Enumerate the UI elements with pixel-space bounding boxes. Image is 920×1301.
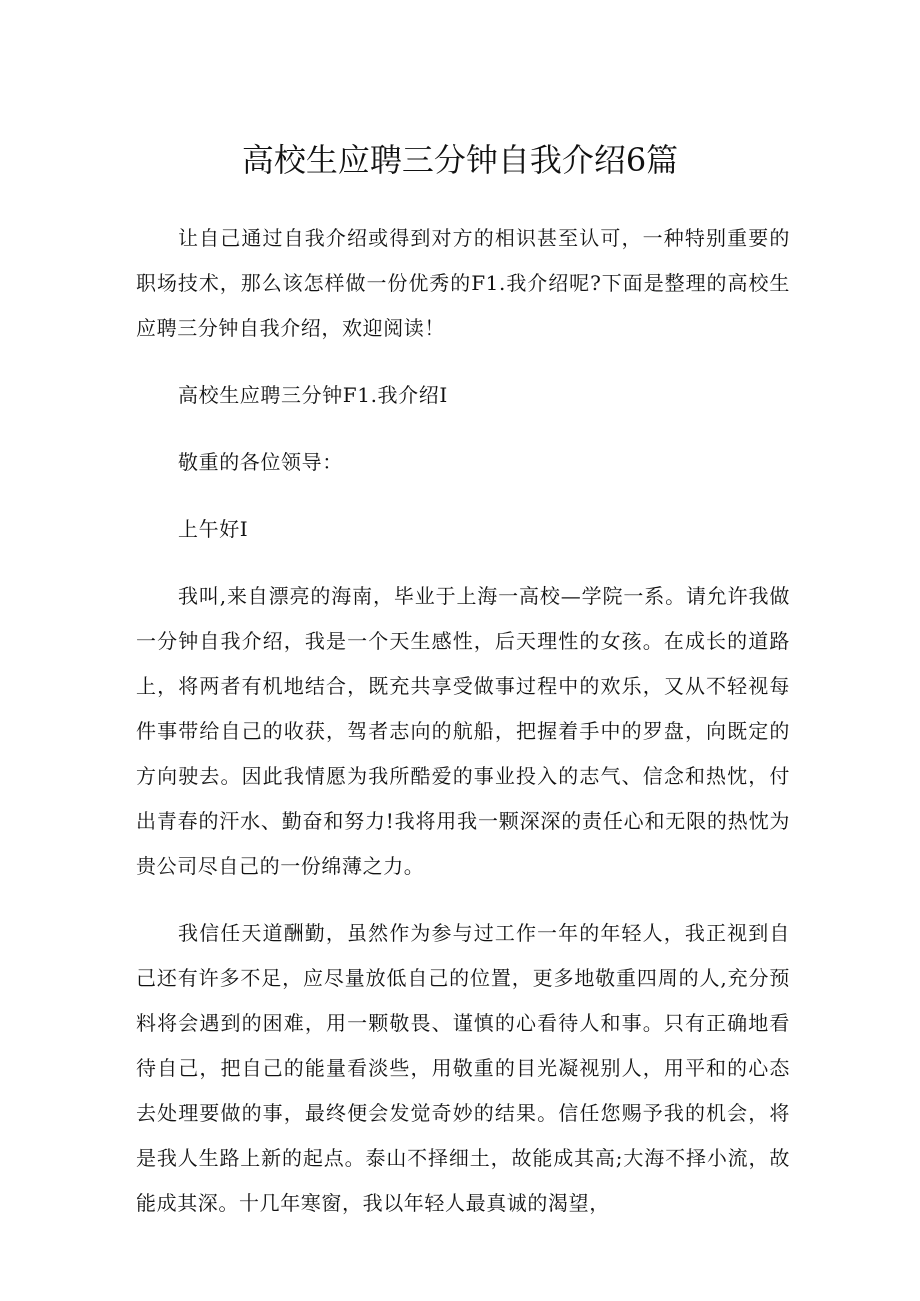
body-paragraph-1: 我叫,来自漂亮的海南，毕业于上海一高校—学院一系。请允许我做一分钟自我介绍，我是一个天生感性，后天理性的女孩。在成长的道路上，将两者有机地结合，既充共享受做事过程中的欢乐，又从不轻视每件事带给自己的收获，驾者志向的航船，把握着手中的罗盘，向既定的方向驶去。因此我情愿为我所酷爱的事业投入的志气、信念和热忱，付出青春的汗水、勤奋和努力!我将用我一颗深深的责任心和无限的热忱为贵公司尽自己的一份绵薄之力。 — [136, 584, 790, 878]
intro-paragraph: 让自己通过自我介绍或得到对方的相识甚至认可，一种特别重要的职场技术，那么该怎样做一份优秀的F1.我介绍呢?下面是整理的高校生应聘三分钟自我介绍，欢迎阅读！ — [136, 226, 790, 340]
greeting: 上午好I — [178, 517, 249, 541]
document-body — [136, 216, 790, 1226]
section-heading: 高校生应聘三分钟F1.我介绍I — [178, 383, 448, 407]
document-title: 高校生应聘三分钟自我介绍6篇 — [241, 141, 679, 179]
body-paragraph-2: 我信任天道酬勤，虽然作为参与过工作一年的年轻人，我正视到自己还有许多不足，应尽量放低自己的位置，更多地敬重四周的人,充分预料将会遇到的困难，用一颗敬畏、谨慎的心看待人和事。只有正确地看待自己，把自己的能量看淡些，用敬重的目光凝视别人，用平和的心态去处理要做的事，最终便会发觉奇妙的结果。信任您赐予我的机会，将是我人生路上新的起点。泰山不择细土，故能成其高;大海不择小流，故能成其深。十几年寒窗，我以年轻人最真诚的渴望， — [136, 921, 790, 1215]
salutation: 敬重的各位领导： — [178, 450, 343, 474]
